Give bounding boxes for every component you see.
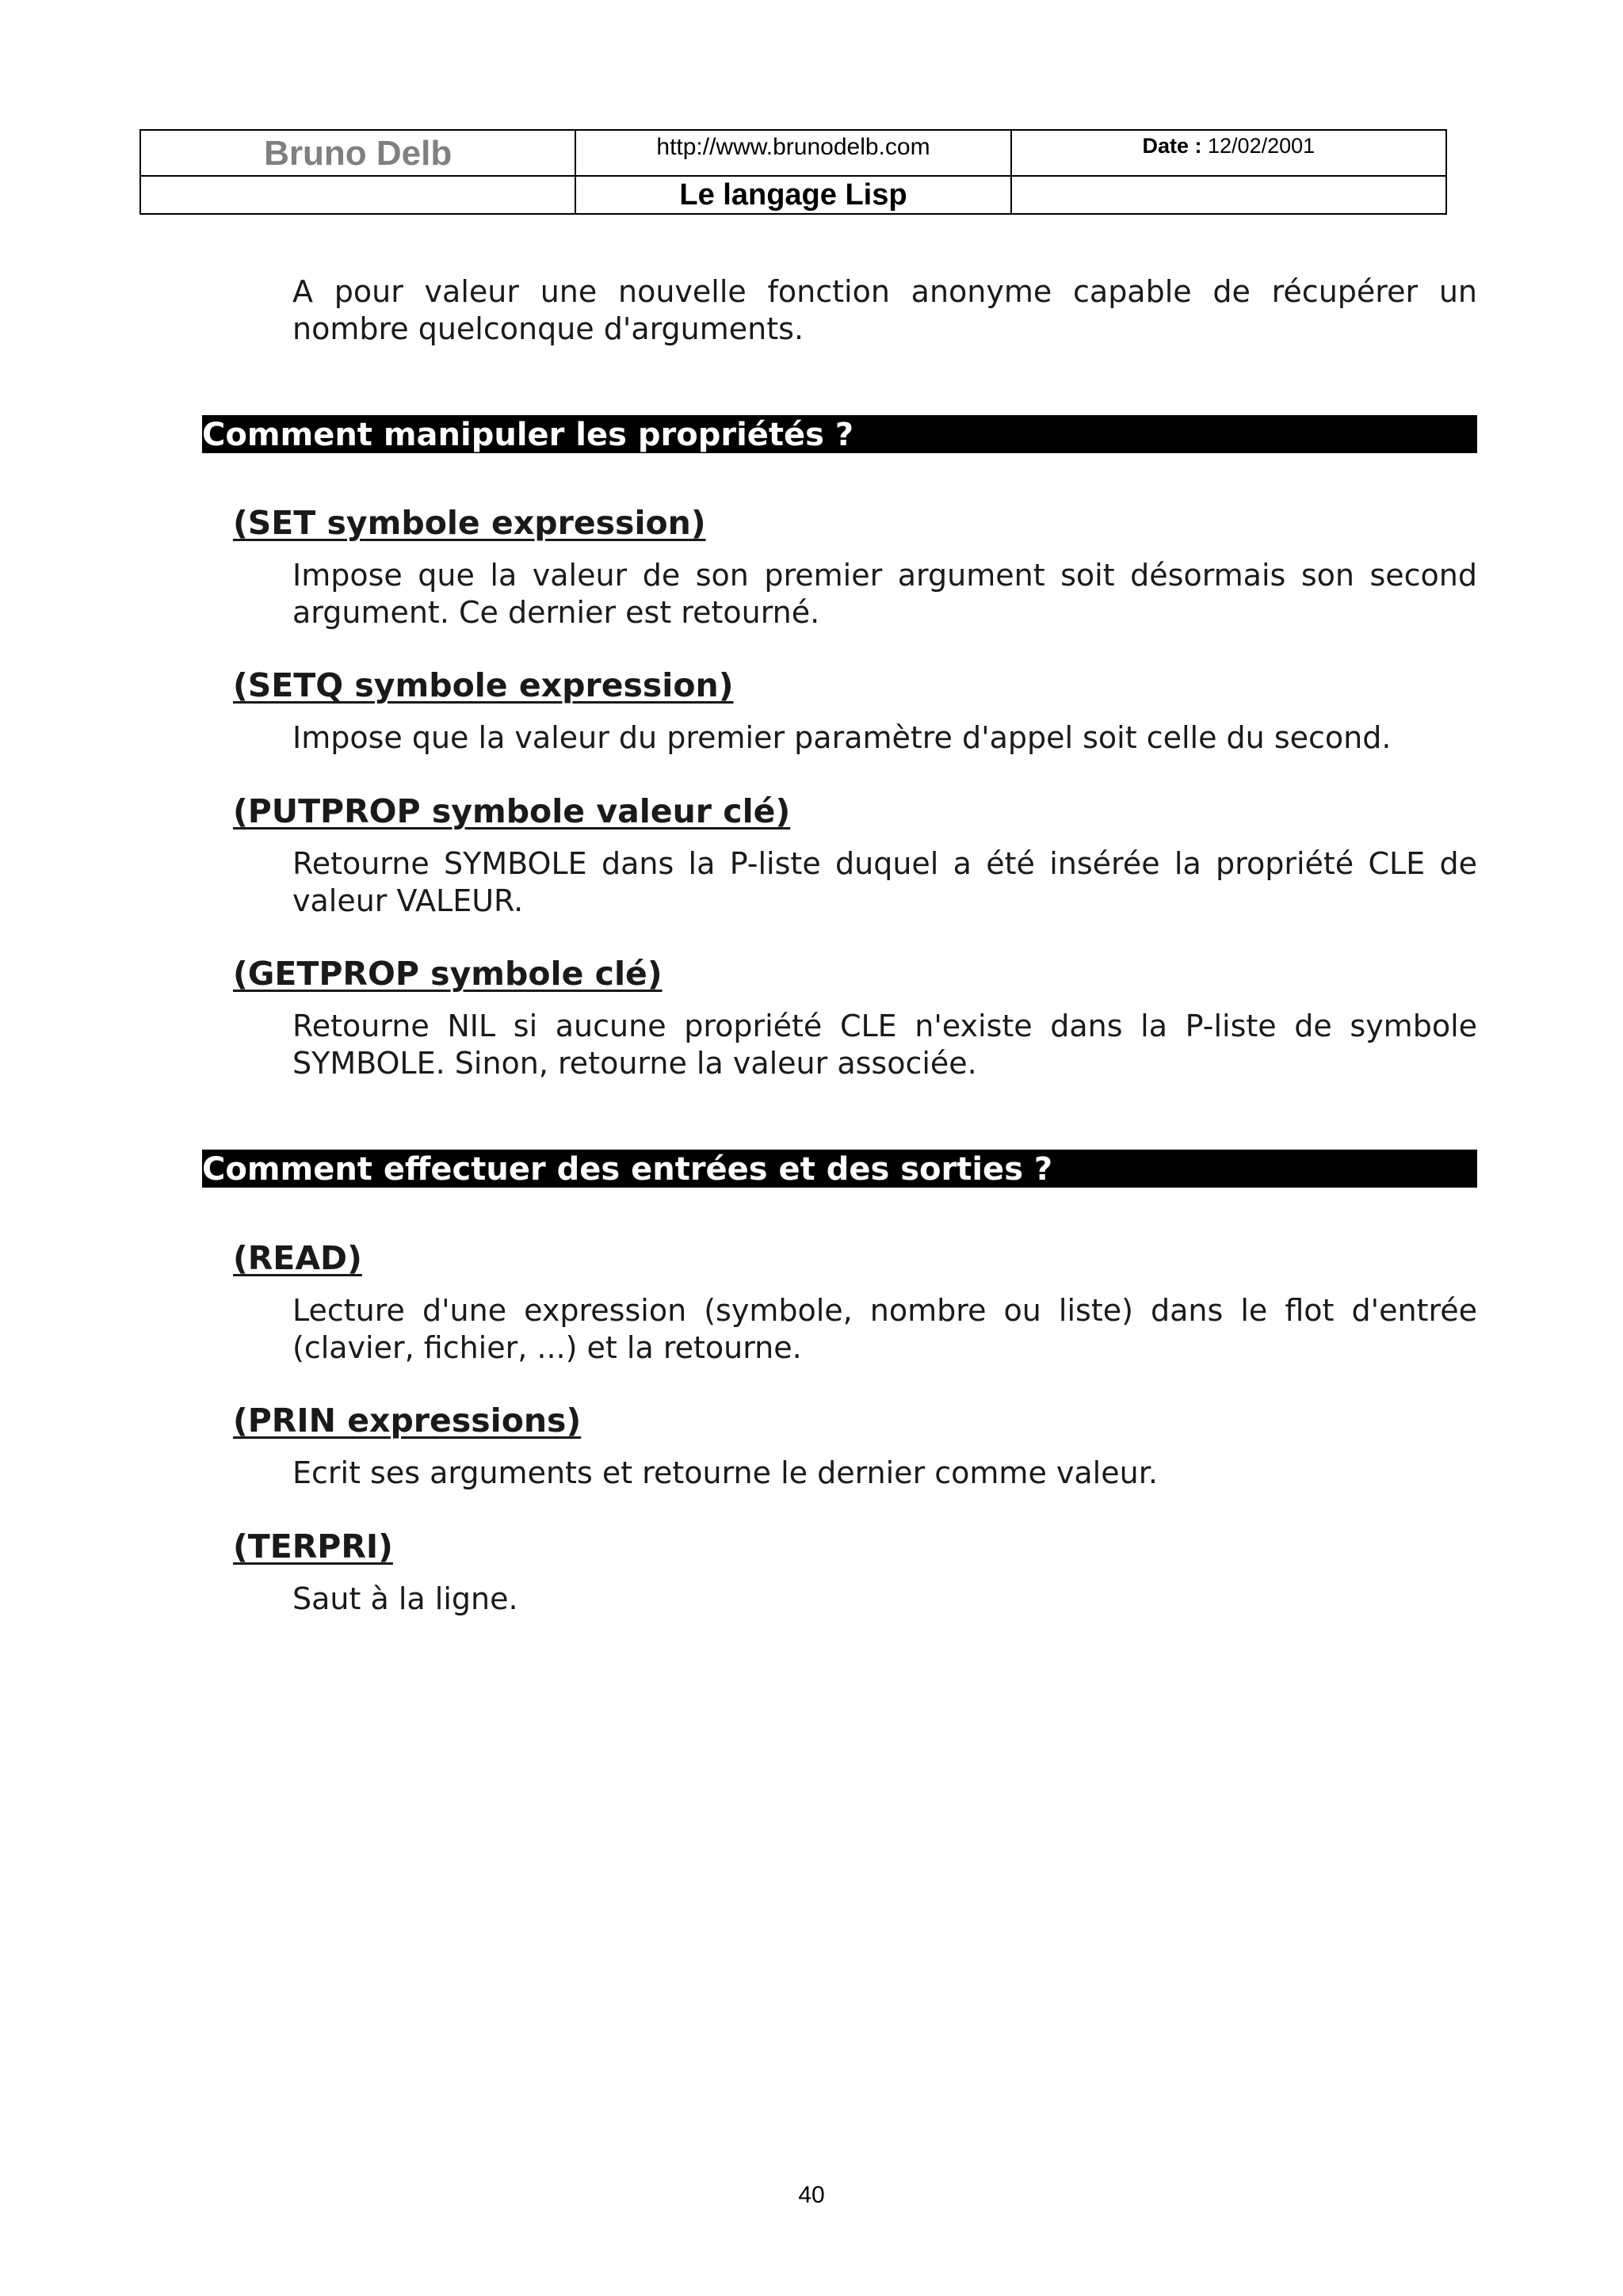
function-signature-putprop: (PUTPROP symbole valeur clé) [233,792,791,830]
function-signature-read: (READ) [233,1239,362,1277]
date-value: 12/02/2001 [1208,134,1316,158]
function-description-set: Impose que la valeur de son premier argument soit désormais son second argument. Ce dernier est retourné. [292,558,1477,630]
function-signature-set: (SET symbole expression) [233,504,706,542]
function-description-getprop: Retourne NIL si aucune propriété CLE n'existe dans la P-liste de symbole SYMBOLE. Sinon, retourne la valeur associée. [292,1009,1477,1081]
document-date [1012,134,1445,158]
website-url: http://www.brunodelb.com [656,134,930,160]
date-cell [1011,130,1446,176]
section-heading-io: Comment effectuer des entrées et des sorties ? [202,1150,1477,1188]
function-description-terpri: Saut à la ligne. [292,1581,518,1616]
function-description-putprop: Retourne SYMBOLE dans la P-liste duquel a été insérée la propriété CLE de valeur VALEUR. [292,846,1477,918]
author-name: Bruno Delb [264,134,453,173]
title-cell [575,176,1010,214]
function-description-setq: Impose que la valeur du premier paramètre d'appel soit celle du second. [292,720,1392,755]
function-signature-setq: (SETQ symbole expression) [233,666,734,704]
intro-paragraph: A pour valeur une nouvelle fonction anonyme capable de récupérer un nombre quelconque d'arguments. [292,274,1477,346]
empty-cell-left [140,176,575,214]
function-description-read: Lecture d'une expression (symbole, nombre ou liste) dans le flot d'entrée (clavier, fichier, ...) et la retourne. [292,1293,1477,1365]
empty-cell-right [1011,176,1446,214]
function-description-prin: Ecrit ses arguments et retourne le dernier comme valeur. [292,1455,1158,1490]
date-label: Date : [1142,134,1202,158]
document-title: Le langage Lisp [679,178,907,212]
function-signature-prin: (PRIN expressions) [233,1402,582,1440]
page-number: 40 [798,2182,825,2208]
section-heading-properties: Comment manipuler les propriétés ? [202,415,1477,453]
author-cell [140,130,575,176]
url-cell [575,130,1010,176]
function-signature-getprop: (GETPROP symbole clé) [233,955,663,993]
function-signature-terpri: (TERPRI) [233,1527,393,1566]
document-header [139,129,1447,215]
